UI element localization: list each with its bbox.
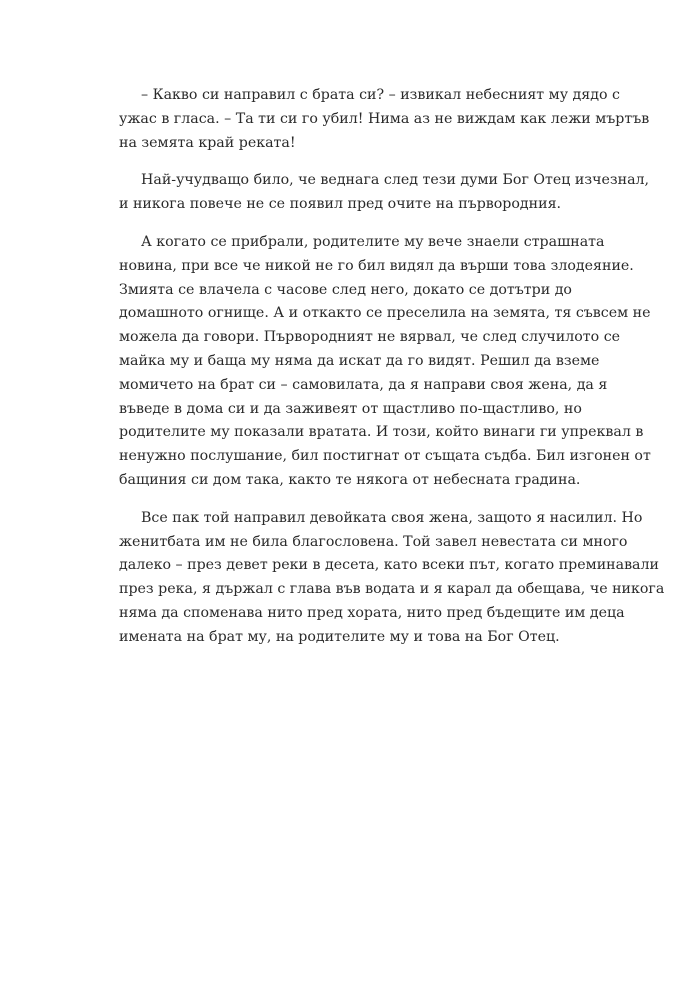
- text-line: – Какво си направил с брата си? – извикал небесният му дядо с: [141, 87, 620, 103]
- text-line: Най-учудващо било, че веднага след тези думи Бог Отец изчезнал,: [141, 172, 650, 189]
- paragraph-1: [119, 84, 650, 155]
- text-line: Все пак той направил девойката своя жена, защото я насилил. Но: [141, 509, 643, 526]
- paragraph-2: [119, 169, 650, 217]
- text-line: женитбата им не била благословена. Той завел невестата си много: [119, 533, 628, 550]
- text-line: новина, при все че никой не го бил видял да върши това злодеяние.: [119, 257, 634, 274]
- text-line: майка му и баща му няма да искат да го видят. Решил да вземе: [119, 352, 600, 369]
- text-line: на земята край реката!: [119, 134, 296, 151]
- paragraph-4: [119, 507, 665, 650]
- text-line: домашното огнище. А и откакто се преселила на земята, тя съвсем не: [119, 305, 651, 322]
- text-line: бащиния си дом така, както те някога от небесната градина.: [119, 471, 581, 488]
- text-line: Змията се влачела с часове след него, докато се дотътри до: [119, 281, 572, 298]
- text-line: далеко – през девет реки в десета, като всеки път, когато преминавали: [119, 557, 659, 574]
- text-line: през река, я държал с глава във водата и я карал да обещава, че никога: [119, 581, 665, 598]
- text-line: А когато се прибрали, родителите му вече знаели страшната: [141, 233, 605, 250]
- text-line: имената на брат му, на родителите му и това на Бог Отец.: [119, 628, 560, 645]
- paragraph-3: [119, 231, 651, 493]
- text-line: родителите му показали вратата. И този, който винаги ги упреквал в: [119, 424, 644, 441]
- body-text: [119, 84, 665, 664]
- text-line: ненужно послушание, бил постигнат от същата съдба. Бил изгонен от: [119, 448, 651, 465]
- text-line: и никога повече не се появил пред очите на първородния.: [119, 196, 562, 213]
- text-line: момичето на брат си – самовилата, да я направи своя жена, да я: [119, 376, 608, 393]
- text-line: въведе в дома си и да заживеят от щастливо по-щастливо, но: [119, 400, 582, 417]
- text-line: няма да споменава нито пред хората, нито пред бъдещите им деца: [119, 604, 625, 621]
- text-line: ужас в гласа. – Та ти си го убил! Нима аз не виждам как лежи мъртъв: [119, 110, 650, 127]
- text-line: можела да говори. Първородният не вярвал, че след случилото се: [119, 329, 621, 346]
